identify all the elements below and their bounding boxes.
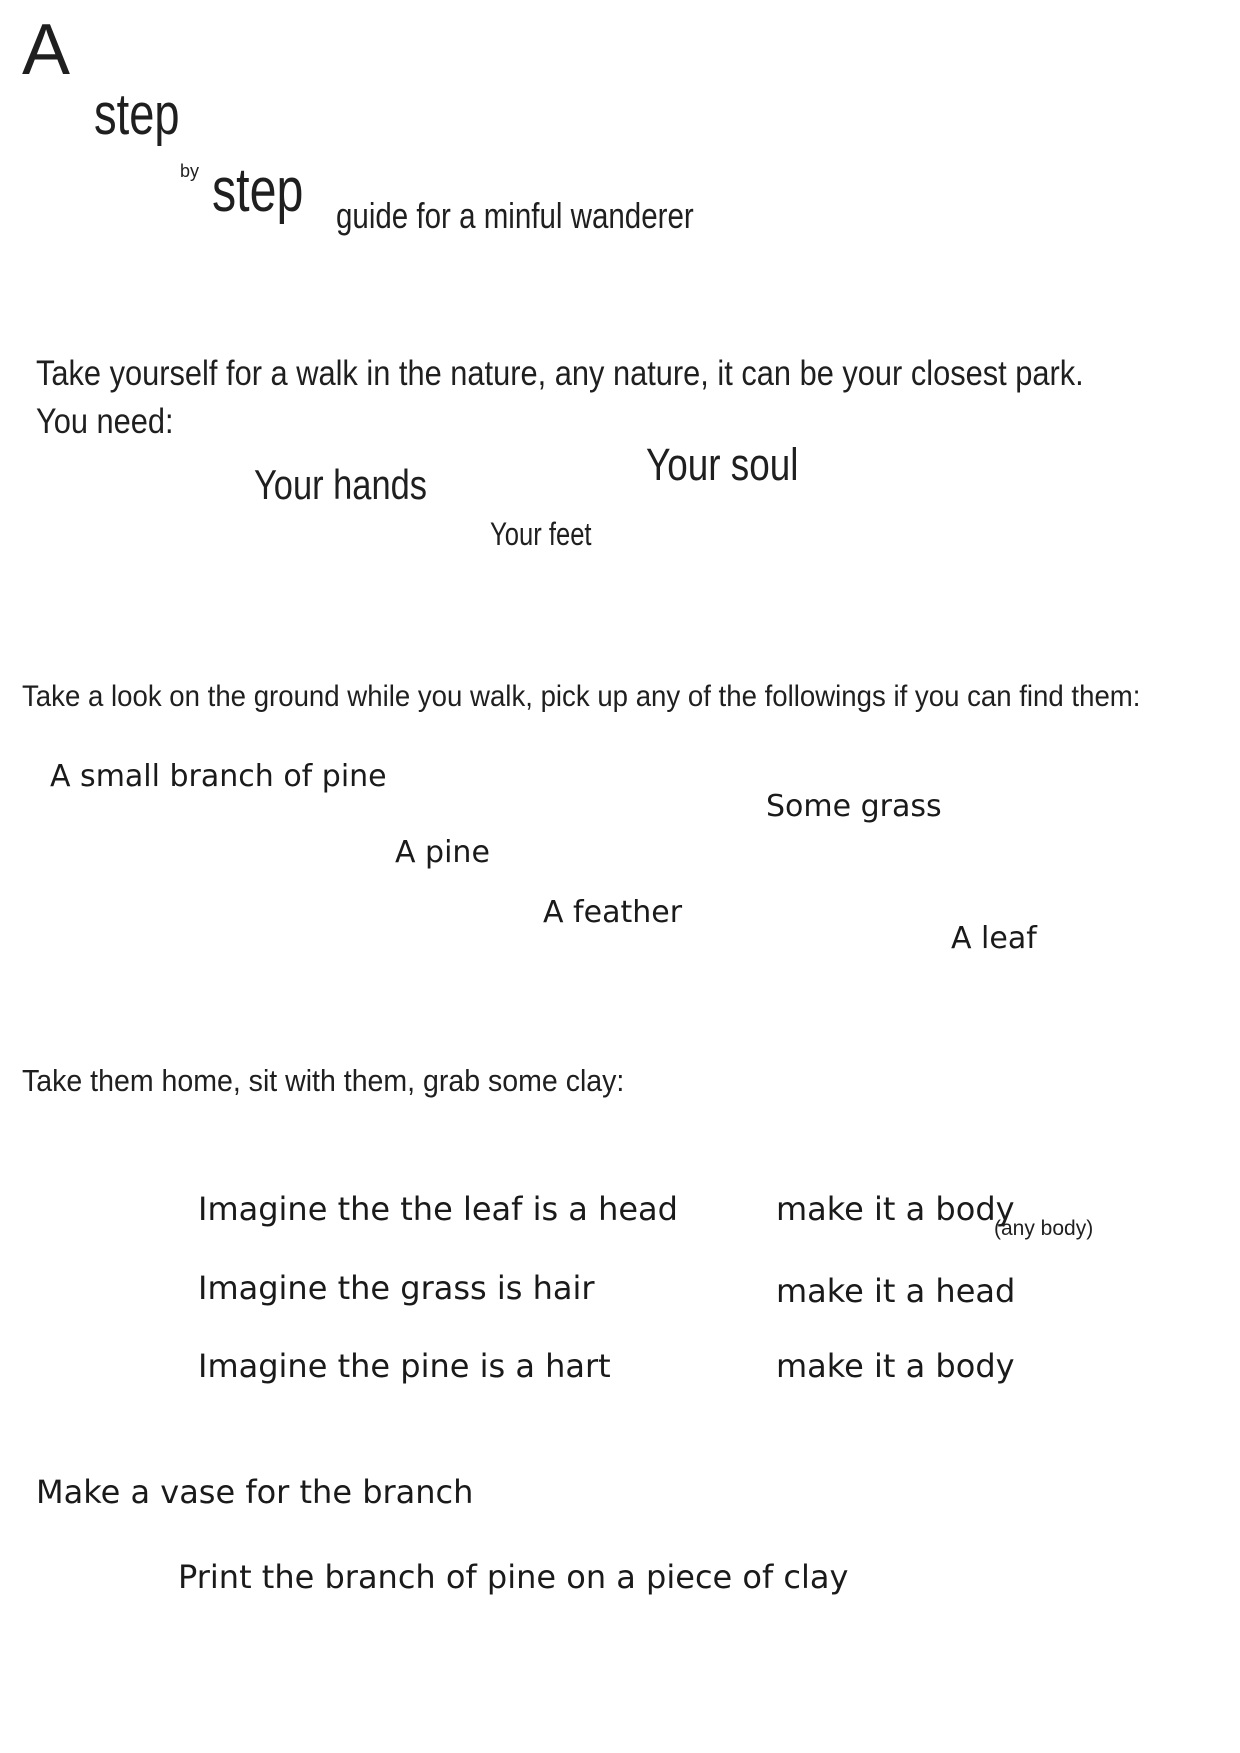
title-word-step-first: step <box>94 82 180 147</box>
find-item-branch: A small branch of pine <box>50 759 387 794</box>
title-word-step-second: step <box>212 156 304 225</box>
make-step-head: make it a head <box>776 1272 1016 1310</box>
find-item-grass: Some grass <box>766 789 942 824</box>
make-step-note: (any body) <box>994 1217 1094 1240</box>
find-item-feather: A feather <box>543 895 683 930</box>
imagine-step-pine: Imagine the pine is a hart <box>198 1347 611 1385</box>
need-item-hands: Your hands <box>254 461 427 508</box>
title-word-by: by <box>180 161 200 181</box>
make-step-body: make it a body <box>776 1190 1015 1228</box>
intro-text: Take yourself for a walk in the nature, any nature, it can be your closest park. <box>36 354 1084 393</box>
ground-instructions: Take a look on the ground while you walk, pick up any of the followings if you can find them: <box>22 680 1141 713</box>
need-item-feet: Your feet <box>490 516 592 552</box>
print-step: Print the branch of pine on a piece of clay <box>178 1558 849 1596</box>
title-subtitle: guide for a minful wanderer <box>336 195 694 236</box>
make-step-body-2: make it a body <box>776 1347 1015 1385</box>
vase-step: Make a vase for the branch <box>36 1473 474 1511</box>
find-item-leaf: A leaf <box>951 921 1037 956</box>
title-letter-a: A <box>22 10 71 90</box>
imagine-step-leaf: Imagine the the leaf is a head <box>198 1190 678 1228</box>
need-item-soul: Your soul <box>646 439 799 490</box>
home-instructions: Take them home, sit with them, grab some clay: <box>22 1063 625 1098</box>
imagine-step-grass: Imagine the grass is hair <box>198 1269 595 1307</box>
you-need-label: You need: <box>36 402 174 441</box>
find-item-pine: A pine <box>395 835 490 870</box>
